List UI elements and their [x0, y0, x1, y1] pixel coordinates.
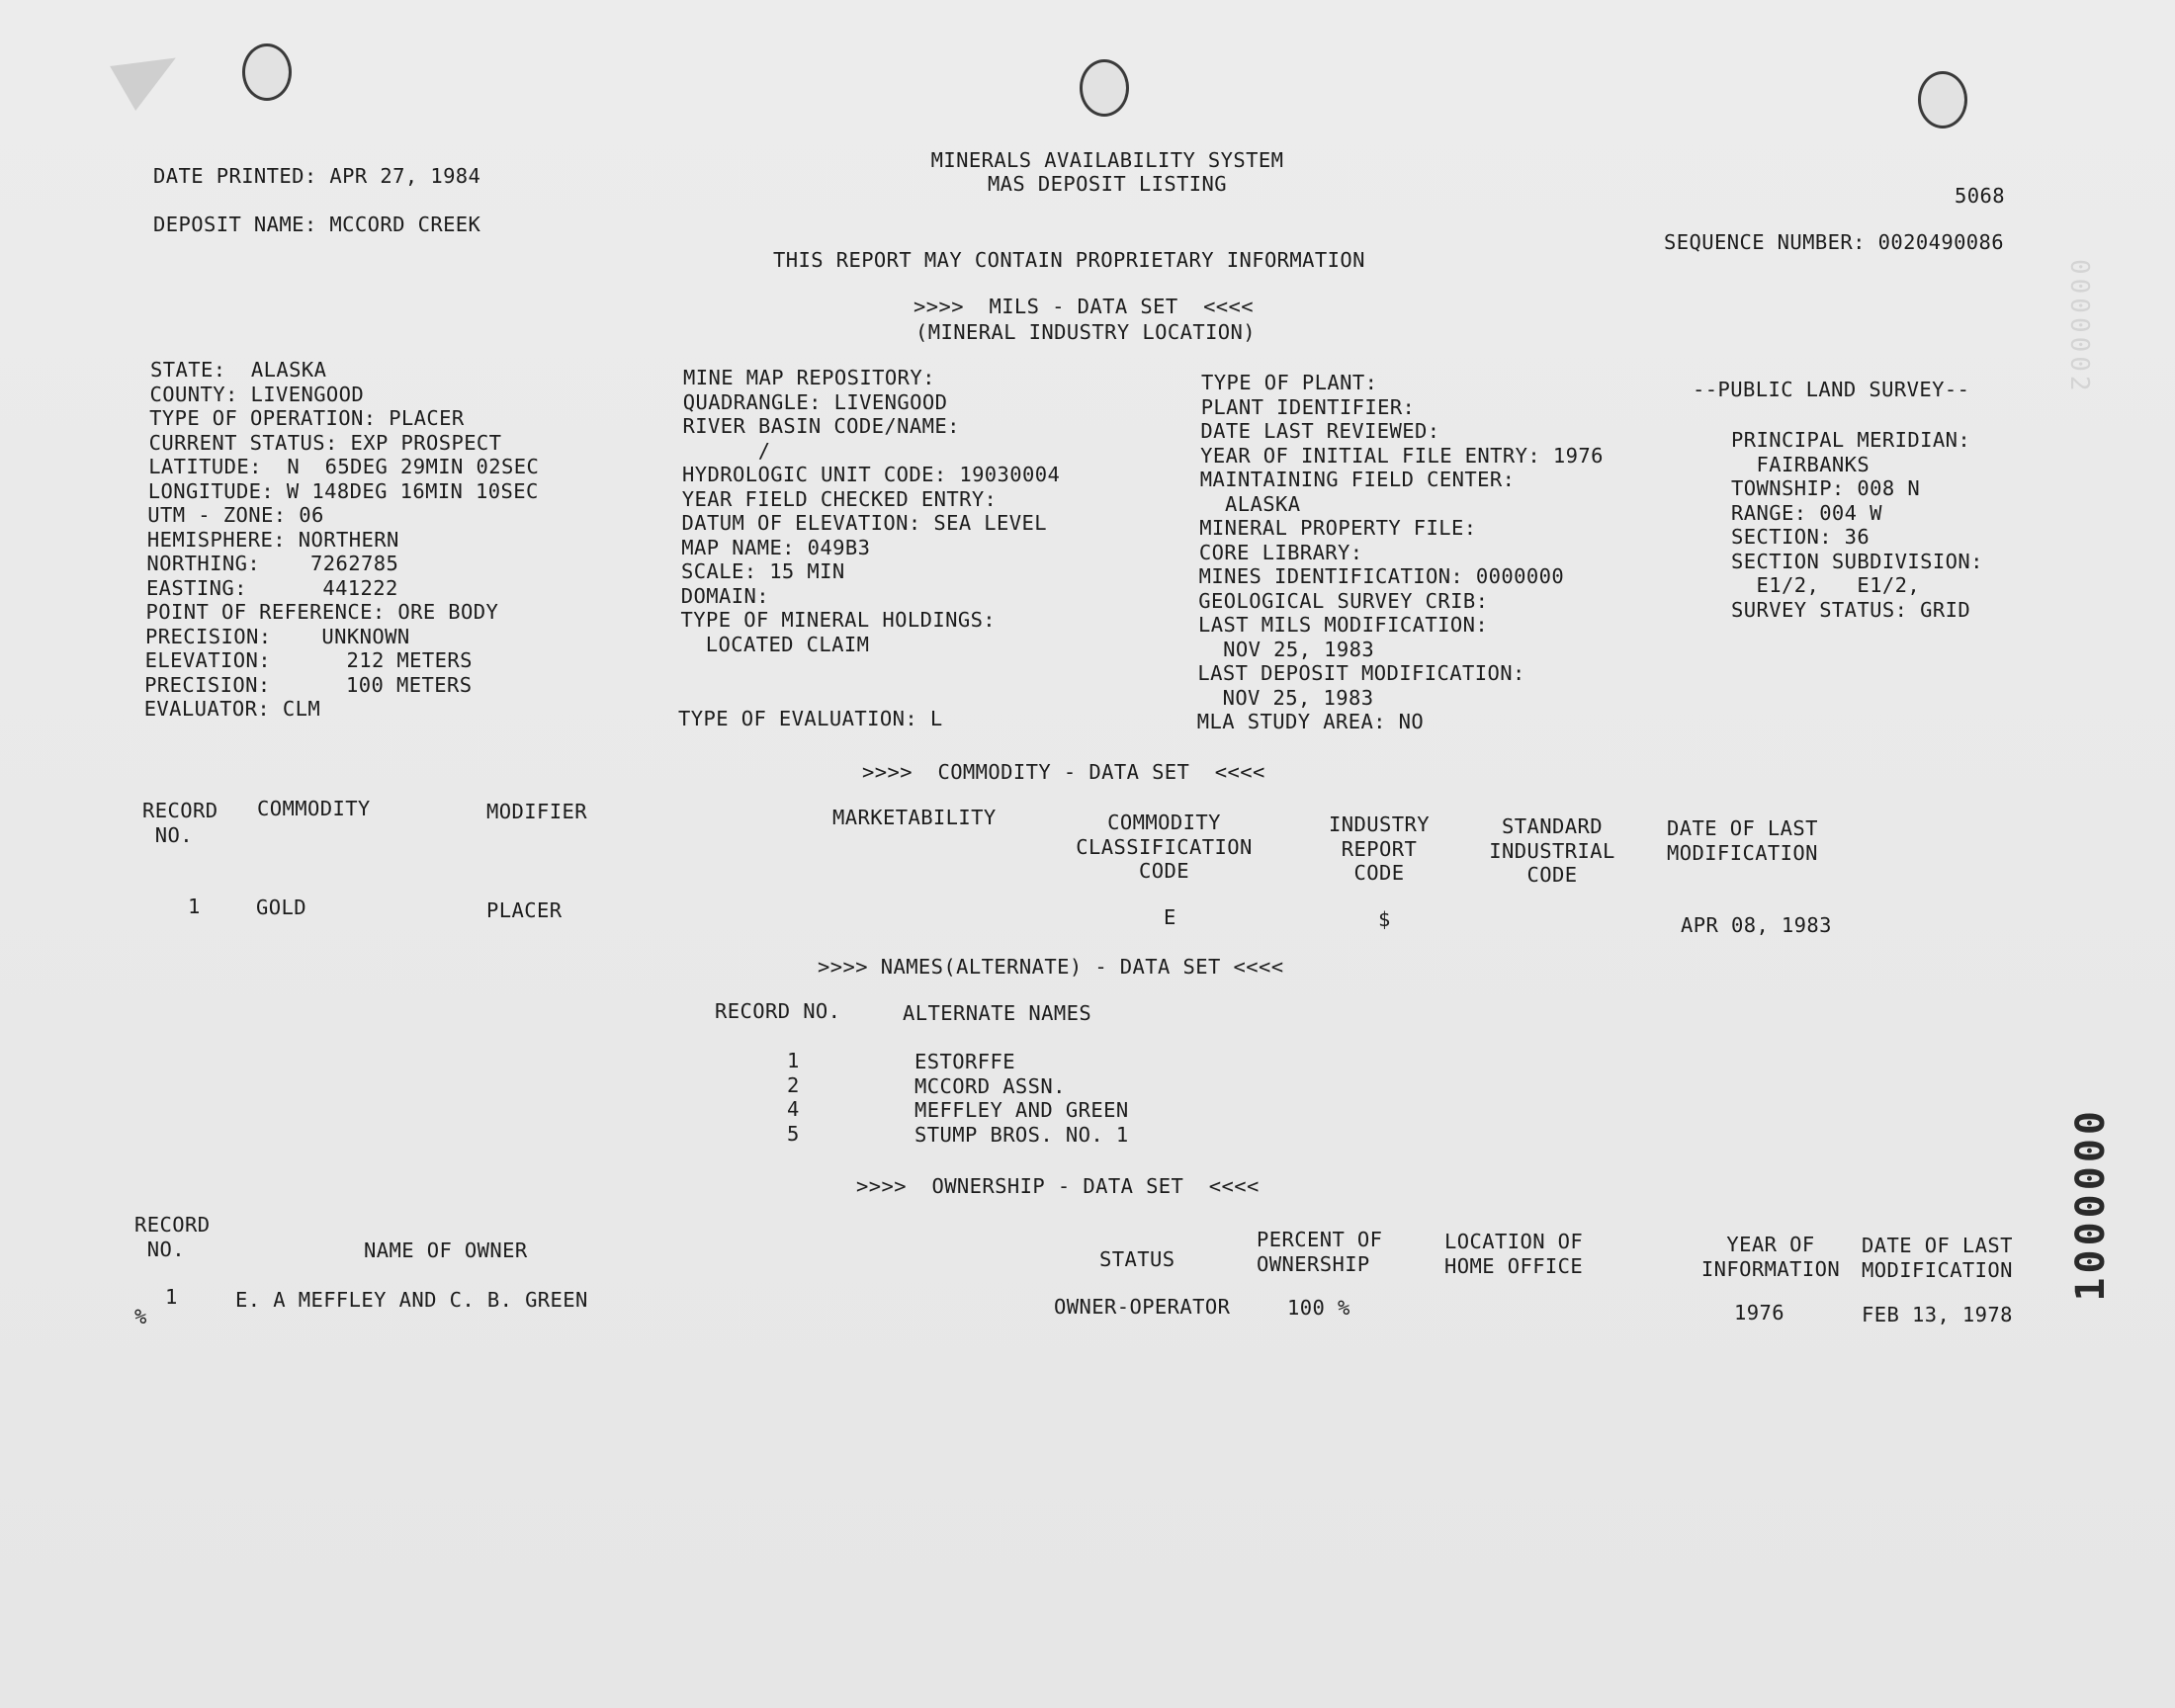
proprietary-notice: THIS REPORT MAY CONTAIN PROPRIETARY INFORMATION [773, 248, 1365, 272]
stray-percent-mark: % [134, 1305, 147, 1328]
mils-location-field: ELEVATION: 212 METERS [144, 648, 473, 672]
ownership-status: OWNER-OPERATOR [1054, 1295, 1231, 1319]
mils-plant-field: PLANT IDENTIFIER: [1200, 394, 1416, 419]
punch-hole-left [242, 43, 292, 101]
mils-plant-field: MINES IDENTIFICATION: 0000000 [1198, 564, 1565, 588]
stamp-upper-right: 0000002 [2064, 259, 2094, 395]
date-printed: DATE PRINTED: APR 27, 1984 [153, 164, 481, 188]
mils-plant-field: YEAR OF INITIAL FILE ENTRY: 1976 [1200, 443, 1604, 468]
mils-location-field: LATITUDE: N 65DEG 29MIN 02SEC [148, 455, 540, 478]
mils-plant-field: MLA STUDY AREA: NO [1196, 710, 1425, 733]
mils-plant-field: DATE LAST REVIEWED: [1200, 419, 1440, 443]
ownership-heading: >>>> OWNERSHIP - DATA SET <<<< [856, 1174, 1260, 1198]
mils-location-field: PRECISION: UNKNOWN [145, 624, 410, 648]
mils-plant-field: MAINTAINING FIELD CENTER: [1199, 468, 1516, 491]
alternate-name: MEFFLEY AND GREEN [914, 1098, 1129, 1122]
public-land-survey-field: SECTION: 36 [1731, 525, 1870, 549]
public-land-survey-field: TOWNSHIP: 008 N [1731, 476, 1921, 500]
mils-plant-field: NOV 25, 1983 [1197, 685, 1374, 710]
mils-location-field: EVALUATOR: CLM [143, 697, 321, 721]
mils-location-field: COUNTY: LIVENGOOD [149, 382, 365, 406]
ownership-col-location: LOCATION OF HOME OFFICE [1444, 1230, 1584, 1278]
public-land-survey-field: SURVEY STATUS: GRID [1731, 597, 1971, 622]
mils-location-field: UTM - ZONE: 06 [147, 503, 324, 527]
punch-hole-right [1918, 71, 1967, 128]
mils-mine-field: RIVER BASIN CODE/NAME: [682, 414, 960, 438]
mils-mine-field: DATUM OF ELEVATION: SEA LEVEL [681, 511, 1048, 535]
commodity-classification-code: E [1164, 905, 1176, 929]
mils-plant-field: GEOLOGICAL SURVEY CRIB: [1198, 588, 1489, 613]
commodity-col-classification: COMMODITY CLASSIFICATION CODE [1076, 811, 1253, 884]
alternate-name-record-no: 4 [787, 1097, 800, 1121]
mils-mine-field: QUADRANGLE: LIVENGOOD [682, 389, 948, 414]
mils-location-field: PRECISION: 100 METERS [144, 672, 473, 697]
commodity-heading: >>>> COMMODITY - DATA SET <<<< [862, 760, 1265, 784]
mils-mine-field: SCALE: 15 MIN [681, 559, 845, 583]
mils-mine-field: YEAR FIELD CHECKED ENTRY: [681, 486, 998, 511]
listing-title: MAS DEPOSIT LISTING [987, 172, 1228, 196]
ownership-col-percent: PERCENT OF OWNERSHIP [1257, 1228, 1383, 1276]
alternate-name: MCCORD ASSN. [914, 1073, 1066, 1098]
public-land-survey-title: --PUBLIC LAND SURVEY-- [1693, 378, 1970, 401]
corner-mark [110, 36, 189, 111]
mils-plant-field: CORE LIBRARY: [1198, 540, 1363, 564]
mils-heading: >>>> MILS - DATA SET <<<< [914, 295, 1255, 318]
mils-subheading: (MINERAL INDUSTRY LOCATION) [915, 320, 1257, 344]
page-number: 5068 [1955, 184, 2005, 208]
commodity-modifier: PLACER [486, 898, 563, 922]
system-title: MINERALS AVAILABILITY SYSTEM [930, 148, 1284, 172]
mils-mine-field: TYPE OF MINERAL HOLDINGS: [680, 608, 997, 632]
type-of-evaluation: TYPE OF EVALUATION: L [678, 707, 943, 730]
alternate-name-record-no: 2 [787, 1072, 800, 1097]
mils-mine-field: MINE MAP REPOSITORY: [683, 366, 935, 389]
alternate-name-record-no: 1 [787, 1049, 800, 1072]
sequence-number: SEQUENCE NUMBER: 0020490086 [1664, 230, 2005, 254]
mils-mine-field: MAP NAME: 049B3 [681, 535, 871, 559]
mils-location-field: NORTHING: 7262785 [146, 552, 399, 575]
mils-plant-field: MINERAL PROPERTY FILE: [1199, 516, 1477, 540]
commodity-col-record: RECORD NO. [142, 799, 218, 847]
mils-mine-field: / [682, 438, 771, 463]
mils-location-field: LONGITUDE: W 148DEG 16MIN 10SEC [147, 478, 539, 503]
mils-plant-field: TYPE OF PLANT: [1201, 371, 1378, 394]
commodity-industry-code: $ [1378, 907, 1391, 931]
alternate-name: ESTORFFE [914, 1050, 1015, 1073]
commodity-col-industry: INDUSTRY REPORT CODE [1329, 812, 1430, 886]
public-land-survey-field: SECTION SUBDIVISION: [1731, 549, 1983, 573]
commodity-col-sic: STANDARD INDUSTRIAL CODE [1489, 814, 1615, 888]
deposit-name: DEPOSIT NAME: MCCORD CREEK [153, 213, 481, 236]
ownership-last-mod: FEB 13, 1978 [1862, 1303, 2013, 1326]
alternate-name: STUMP BROS. NO. 1 [914, 1122, 1129, 1147]
mils-location-field: STATE: ALASKA [150, 358, 327, 382]
public-land-survey-field: FAIRBANKS [1731, 452, 1870, 476]
mils-plant-field: LAST MILS MODIFICATION: [1198, 613, 1489, 637]
mils-location-field: EASTING: 441222 [145, 575, 398, 600]
commodity-col-last-mod: DATE OF LAST MODIFICATION [1667, 816, 1818, 865]
names-heading: >>>> NAMES(ALTERNATE) - DATA SET <<<< [818, 955, 1284, 979]
mils-location-field: CURRENT STATUS: EXP PROSPECT [148, 430, 502, 455]
commodity-col-marketability: MARKETABILITY [832, 806, 997, 829]
mils-plant-field: ALASKA [1199, 491, 1301, 516]
mils-location-field: POINT OF REFERENCE: ORE BODY [145, 600, 499, 624]
mils-location-field: TYPE OF OPERATION: PLACER [149, 406, 465, 430]
ownership-col-record: RECORD NO. [134, 1213, 211, 1261]
mils-location-field: HEMISPHERE: NORTHERN [146, 527, 399, 552]
ownership-year: 1976 [1734, 1301, 1784, 1324]
ownership-percent: 100 % [1287, 1296, 1350, 1320]
commodity-record-no: 1 [188, 895, 201, 918]
mils-mine-field: LOCATED CLAIM [680, 632, 870, 656]
commodity-col-modifier: MODIFIER [486, 800, 587, 823]
public-land-survey-field: E1/2, E1/2, [1731, 573, 1921, 597]
mils-plant-field: LAST DEPOSIT MODIFICATION: [1197, 661, 1525, 685]
commodity-last-mod: APR 08, 1983 [1681, 913, 1832, 937]
punch-hole-center [1080, 59, 1129, 117]
mils-mine-field: HYDROLOGIC UNIT CODE: 19030004 [682, 463, 1061, 486]
ownership-col-owner: NAME OF OWNER [364, 1238, 528, 1262]
names-col-alternate: ALTERNATE NAMES [903, 1001, 1092, 1025]
commodity-col-commodity: COMMODITY [257, 797, 371, 820]
alternate-name-record-no: 5 [787, 1121, 800, 1146]
ownership-col-status: STATUS [1099, 1247, 1175, 1271]
ownership-col-year: YEAR OF INFORMATION [1700, 1233, 1841, 1281]
names-col-record: RECORD NO. [715, 999, 841, 1023]
commodity-name: GOLD [256, 896, 306, 919]
ownership-record-no: 1 [165, 1285, 178, 1309]
mils-plant-field: NOV 25, 1983 [1197, 637, 1375, 661]
stamp-lower-right: 1000000 [2068, 1107, 2114, 1302]
public-land-survey-field: RANGE: 004 W [1731, 500, 1882, 525]
ownership-col-last-mod: DATE OF LAST MODIFICATION [1862, 1234, 2013, 1282]
mils-mine-field: DOMAIN: [680, 583, 769, 608]
ownership-owner-name: E. A MEFFLEY AND C. B. GREEN [235, 1288, 588, 1312]
public-land-survey-field: PRINCIPAL MERIDIAN: [1731, 428, 1971, 452]
